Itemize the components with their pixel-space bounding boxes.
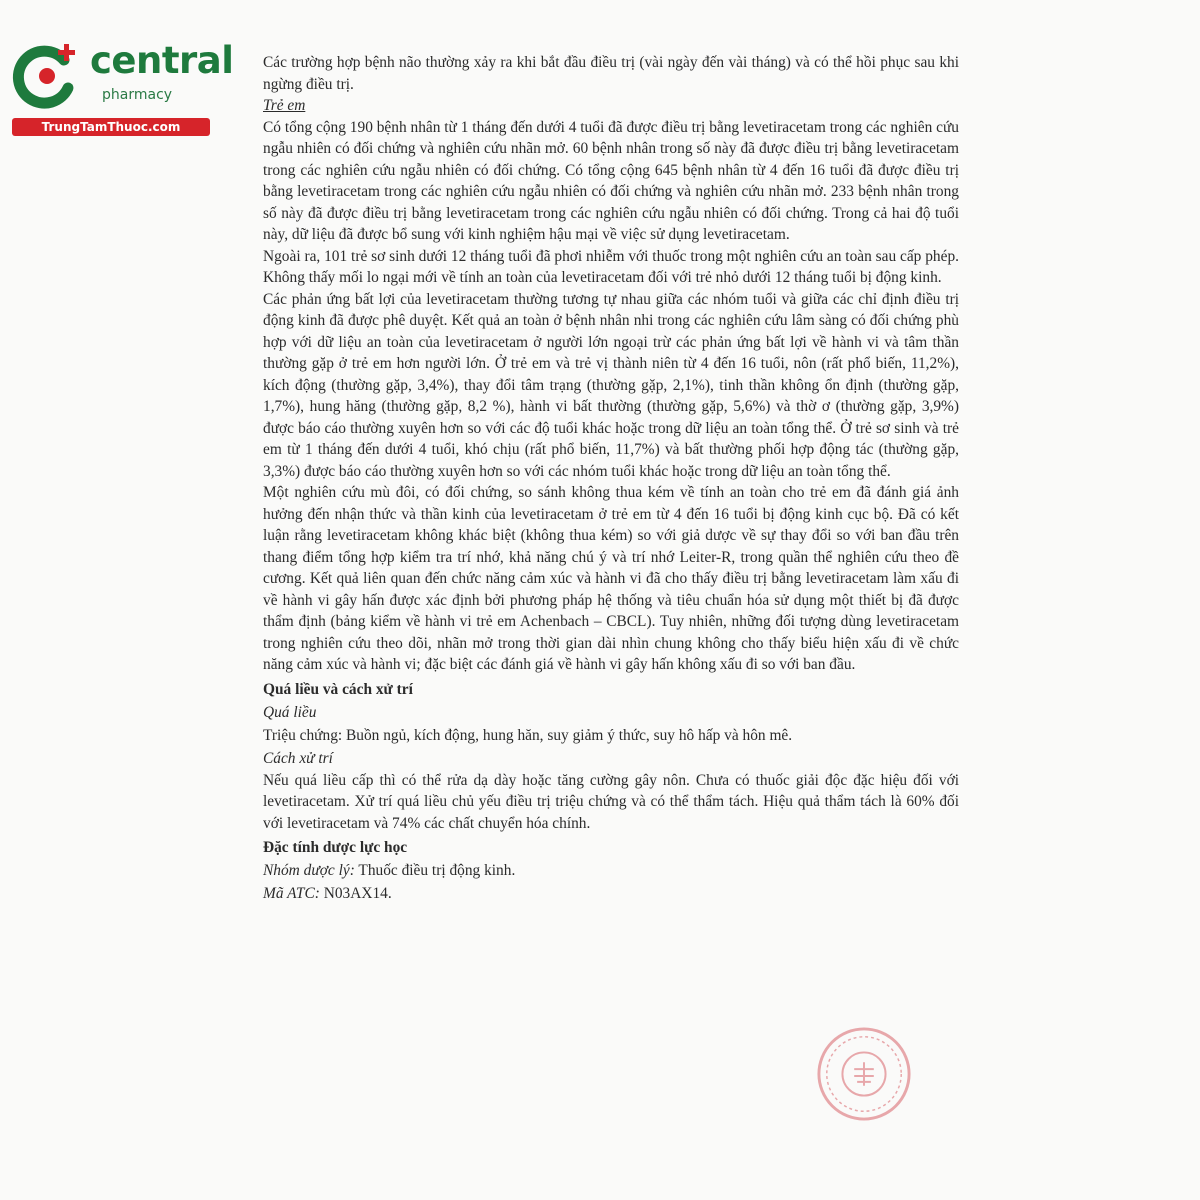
logo-url[interactable]: TrungTamThuoc.com (12, 118, 210, 136)
children-paragraph-2: Ngoài ra, 101 trẻ sơ sinh dưới 12 tháng tuổi đã phơi nhiễm với thuốc trong một nghiên cứu an toàn sau cấp phép. Không thấy mối lo ngại mới về tính an toàn của levetiracetam đối với trẻ nhỏ dưới 12 tháng tuổi bị động kinh. (263, 247, 959, 286)
central-logo-icon (12, 40, 82, 110)
central-pharmacy-logo[interactable] (10, 28, 234, 138)
atc-code (263, 882, 959, 905)
overdose-heading: Quá liều và cách xử trí (263, 680, 413, 698)
children-heading: Trẻ em (263, 97, 306, 114)
document-body (263, 52, 959, 905)
logo-name: central (90, 39, 234, 82)
logo-subtitle: pharmacy (102, 87, 173, 103)
children-paragraph-3: Các phản ứng bất lợi của levetiracetam thường tương tự nhau giữa các nhóm tuổi và giữa các chỉ định điều trị động kinh đã được phê duyệt. Kết quả an toàn ở bệnh nhân nhi trong các nghiên cứu lâm sàng có đối chứng phù hợp với dữ liệu an toàn của levetiracetam ở người lớn ngoại trừ các phản ứng bất lợi về hành vi và tâm thần thường gặp ở trẻ em hơn người lớn. Ở trẻ em và trẻ vị thành niên từ 4 đến 16 tuổi, nôn (rất phổ biến, 11,2%), kích động (thường gặp, 3,4%), thay đổi tâm trạng (thường gặp, 2,1%), tinh thần không ổn định (thường gặp, 1,7%), hung hăng (thường gặp, 8,2 %), hành vi bất thường (thường gặp, 5,6%) và thờ ơ (thường gặp, 3,9%) được báo cáo thường xuyên hơn so với các độ tuổi khác hoặc trong dữ liệu an toàn tổng thể. Ở trẻ sơ sinh và trẻ em từ 1 tháng đến dưới 4 tuổi, khó chịu (rất phổ biến, 11,7%) và bất thường phối hợp động tác (thường gặp, 3,3%) được báo cáo thường xuyên hơn so với các nhóm tuổi khác hoặc trong dữ liệu an toàn tổng thể. (263, 290, 959, 480)
intro-paragraph: Các trường hợp bệnh não thường xảy ra khi bắt đầu điều trị (vài ngày đến vài tháng) và có thể hồi phục sau khi ngừng điều trị. (263, 54, 959, 93)
symptoms-text: Triệu chứng: Buồn ngủ, kích động, hung hăn, suy giảm ý thức, suy hô hấp và hôn mê. (263, 726, 793, 744)
treatment-subheading: Cách xử trí (263, 749, 333, 767)
overdose-subheading: Quá liều (263, 703, 317, 721)
atc-value: N03AX14. (319, 885, 392, 902)
children-paragraph-4: Một nghiên cứu mù đôi, có đối chứng, so sánh không thua kém về tính an toàn cho trẻ em đã đánh giá ảnh hưởng đến nhận thức và thần kinh của levetiracetam ở trẻ em từ 4 đến 16 tuổi bị động kinh cục bộ. Đã có kết luận rằng levetiracetam không khác biệt (không thua kém) so với giả dược về sự thay đổi so với ban đầu trên thang điểm tổng hợp kiểm tra trí nhớ, khả năng chú ý và trí nhớ Leiter-R, trong quần thể nghiên cứu theo đề cương. Kết quả liên quan đến chức năng cảm xúc và hành vi đã cho thấy điều trị bằng levetiracetam làm xấu đi về hành vi gây hấn được xác định bởi phương pháp hệ thống và tiêu chuẩn hóa sử dụng một thiết bị đã được thẩm định (bảng kiểm về hành vi trẻ em Achenbach – CBCL). Tuy nhiên, những đối tượng dùng levetiracetam trong nghiên cứu theo dõi, nhãn mở trong thời gian dài nhìn chung không cho thấy biểu hiện xấu đi về chức năng cảm xúc và hành vi; đặc biệt các đánh giá về hành vi gây hấn không xấu đi so với ban đầu. (263, 484, 959, 673)
children-paragraph-1: Có tổng cộng 190 bệnh nhân từ 1 tháng đến dưới 4 tuổi đã được điều trị bằng levetiracetam trong các nghiên cứu ngẫu nhiên có đối chứng và nghiên cứu nhãn mở. 60 bệnh nhân trong số này đã được điều trị bằng levetiracetam trong các nghiên cứu ngẫu nhiên có đối chứng. Có tổng cộng 645 bệnh nhân từ 4 đến 16 tuổi đã được điều trị bằng levetiracetam trong các nghiên cứu ngẫu nhiên có đối chứng và nghiên cứu nhãn mở. 233 bệnh nhân trong số này đã được điều trị bằng levetiracetam trong các nghiên cứu ngẫu nhiên có đối chứng. Trong cả hai độ tuổi này, dữ liệu đã được bổ sung với kinh nghiệm hậu mại về việc sử dụng levetiracetam. (263, 118, 959, 243)
pharmacodynamics-heading: Đặc tính dược lực học (263, 839, 408, 856)
group-value: Thuốc điều trị động kinh. (354, 862, 516, 879)
pharmacological-group (263, 859, 959, 882)
red-seal-stamp-icon (815, 1025, 913, 1123)
treatment-text: Nếu quá liều cấp thì có thể rửa dạ dày hoặc tăng cường gây nôn. Chưa có thuốc giải độc đặc hiệu đối với levetiracetam. Xử trí quá liều chủ yếu điều trị triệu chứng và có thể thẩm tách. Hiệu quả thẩm tách là 60% đối với levetiracetam và 74% các chất chuyển hóa chính. (263, 771, 959, 832)
group-label: Nhóm dược lý: (263, 862, 355, 879)
atc-label: Mã ATC: (263, 885, 320, 902)
